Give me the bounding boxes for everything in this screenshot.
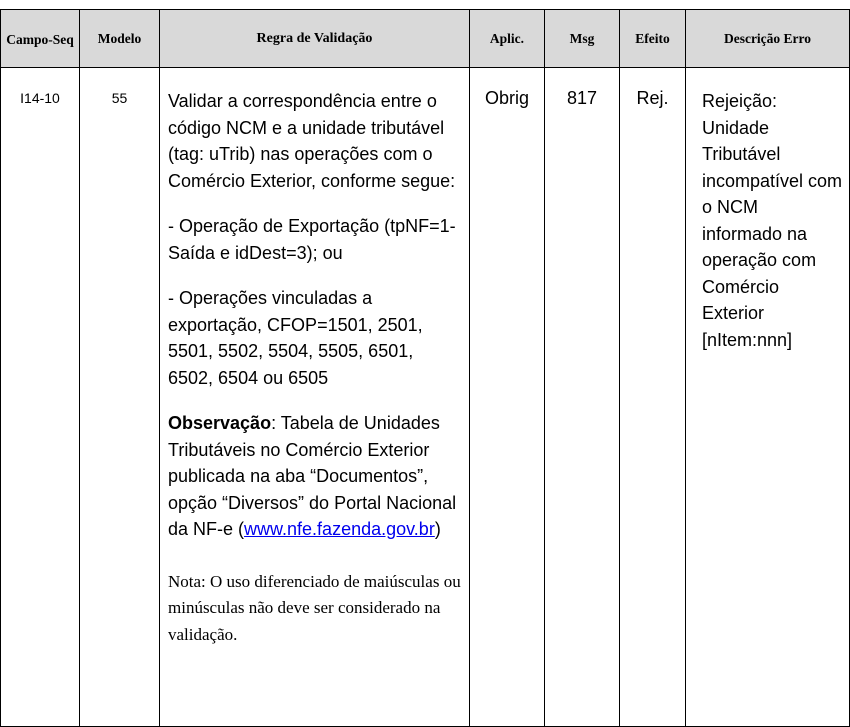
cell-modelo: 55	[80, 68, 160, 727]
header-descricao: Descrição Erro	[686, 10, 850, 68]
header-aplic: Aplic.	[470, 10, 545, 68]
regra-observacao	[168, 410, 463, 543]
header-campo-seq: Campo-Seq	[1, 10, 80, 68]
header-modelo: Modelo	[80, 10, 160, 68]
cell-campo-seq: I14-10	[1, 68, 80, 727]
header-msg: Msg	[545, 10, 620, 68]
cell-aplic: Obrig	[470, 68, 545, 727]
validation-rules-table	[0, 9, 850, 727]
cell-msg: 817	[545, 68, 620, 727]
table-row	[1, 68, 850, 727]
regra-intro: Validar a correspondência entre o código NCM e a unidade tributável (tag: uTrib) nas operações com o Comércio Exterior, conforme segue:	[168, 91, 456, 191]
obs-end: )	[434, 519, 441, 539]
cell-efeito: Rej.	[620, 68, 686, 727]
cell-regra	[160, 68, 470, 727]
cut-off-heading	[0, 0, 850, 9]
cell-descricao: Rejeição: Unidade Tributável incompatível com o NCM informado na operação com Comércio Exterior [nItem:nnn]	[686, 68, 850, 727]
header-efeito: Efeito	[620, 10, 686, 68]
regra-item-exportacao: - Operação de Exportação (tpNF=1-Saída e idDest=3); ou	[168, 216, 456, 263]
obs-label: Observação	[168, 413, 272, 433]
obs-text: : Tabela de Unidades Tributáveis no Comércio Exterior publicada na aba “Documentos”, opção “Diversos” do Portal Nacional da NF-e (	[168, 413, 457, 539]
portal-link[interactable]: www.nfe.fazenda.gov.br	[244, 519, 435, 539]
regra-item-cfop: - Operações vinculadas a exportação, CFOP=1501, 2501, 5501, 5502, 5504, 5505, 6501, 6502, 6504 ou 6505	[168, 288, 423, 388]
header-row	[1, 10, 850, 68]
regra-nota: Nota: O uso diferenciado de maiúsculas ou minúsculas não deve ser considerado na validação.	[168, 571, 461, 644]
header-regra: Regra de Validação	[160, 10, 470, 68]
